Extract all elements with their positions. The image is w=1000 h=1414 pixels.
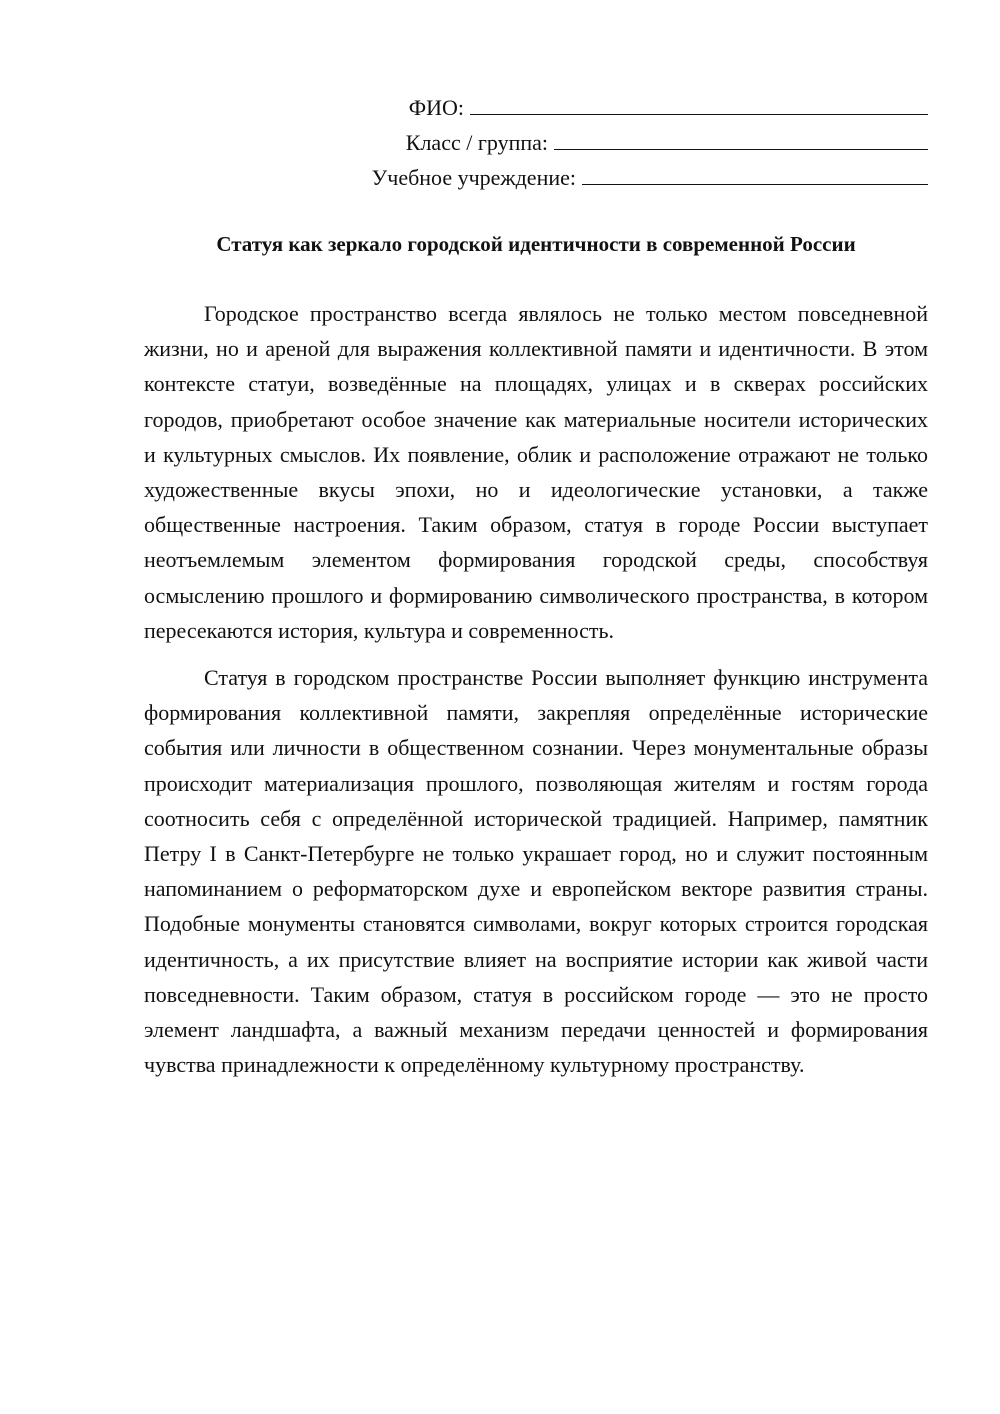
school-field-row: [308, 162, 928, 197]
paragraph-1: Городское пространство всегда являлось не только местом повседневной жизни, но и ареной для выражения коллективной памяти и идентичности. В этом контексте статуи, возведённые на площадях, улицах и в скверах российских городов, приобретают особое значение как материальные носители исторических и культурных смыслов. Их появление, облик и расположение отражают не только художественные вкусы эпохи, но и идеологические установки, а также общественные настроения. Таким образом, статуя в городе России выступает неотъемлемым элементом формирования городской среды, способствуя осмыслению прошлого и формированию символического пространства, в котором пересекаются история, культура и современность.: [144, 301, 928, 643]
fio-blank-line[interactable]: [470, 92, 928, 115]
document-body: [144, 296, 928, 1094]
fio-label: ФИО:: [408, 95, 464, 120]
class-field-row: [308, 127, 928, 162]
school-blank-line[interactable]: [582, 162, 928, 185]
class-label: Класс / группа:: [405, 130, 548, 155]
school-label: Учебное учреждение:: [371, 165, 576, 190]
fio-field-row: [308, 92, 928, 127]
paragraph-2: Статуя в городском пространстве России выполняет функцию инструмента формирования коллективной памяти, закрепляя определённые исторические события или личности в общественном сознании. Через монументальные образы происходит материализация прошлого, позволяющая жителям и гостям города соотносить себя с определённой исторической традицией. Например, памятник Петру I в Санкт-Петербурге не только украшает город, но и служит постоянным напоминанием о реформаторском духе и европейском векторе развития страны. Подобные монументы становятся символами, вокруг которых строится городская идентичность, а их присутствие влияет на восприятие истории как живой части повседневности. Таким образом, статуя в российском городе — это не просто элемент ландшафта, а важный механизм передачи ценностей и формирования чувства принадлежности к определённому культурному пространству.: [144, 665, 928, 1078]
document-title: Статуя как зеркало городской идентичности в современной России: [216, 232, 856, 256]
class-blank-line[interactable]: [554, 127, 928, 150]
student-info-block: [308, 92, 928, 197]
